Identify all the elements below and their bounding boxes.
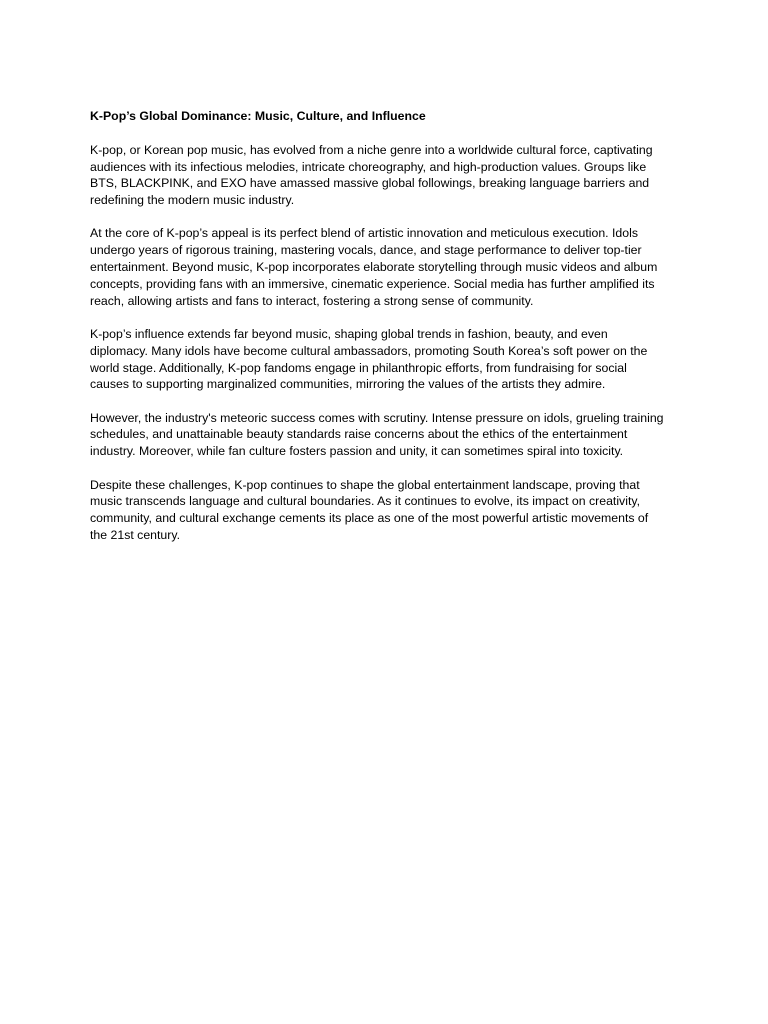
paragraph-line: world stage. Additionally, K-pop fandoms engage in philanthropic efforts, from fundraising for social xyxy=(90,360,627,375)
paragraph-line: community, and cultural exchange cements its place as one of the most powerful artistic movements of xyxy=(90,511,649,526)
paragraph-line: K-pop’s influence extends far beyond music, shaping global trends in fashion, beauty, and even xyxy=(90,326,608,341)
paragraph-line: music transcends language and cultural boundaries. As it continues to evolve, its impact on creativity, xyxy=(90,494,641,509)
paragraph-line: causes to supporting marginalized communities, mirroring the values of the artists they admire. xyxy=(90,377,606,392)
paragraph-line: K-pop, or Korean pop music, has evolved from a niche genre into a worldwide cultural force, captivating xyxy=(90,142,653,157)
paragraph-line: BTS, BLACKPINK, and EXO have amassed massive global followings, breaking language barriers and xyxy=(90,176,650,191)
document-title: K-Pop’s Global Dominance: Music, Culture, and Influence xyxy=(90,109,426,123)
paragraph-line: redefining the modern music industry. xyxy=(90,193,295,208)
paragraph-line: concepts, providing fans with an immersive, cinematic experience. Social media has further amplified its xyxy=(90,276,655,291)
paragraph-line: reach, allowing artists and fans to interact, fostering a strong sense of community. xyxy=(90,293,534,308)
paragraph-3 xyxy=(90,326,680,393)
paragraph-line: audiences with its infectious melodies, intricate choreography, and high-production values. Groups like xyxy=(90,159,647,174)
paragraph-4 xyxy=(90,410,680,460)
paragraph-line: Despite these challenges, K-pop continues to shape the global entertainment landscape, proving that xyxy=(90,477,640,492)
paragraph-line: undergo years of rigorous training, mastering vocals, dance, and stage performance to deliver top-tier xyxy=(90,243,642,258)
paragraph-line: schedules, and unattainable beauty standards raise concerns about the ethics of the entertainment xyxy=(90,427,628,442)
paragraph-line: industry. Moreover, while fan culture fosters passion and unity, it can sometimes spiral into toxicity. xyxy=(90,444,624,459)
paragraph-line: entertainment. Beyond music, K-pop incorporates elaborate storytelling through music videos and album xyxy=(90,260,658,275)
paragraph-1 xyxy=(90,142,680,209)
paragraph-line: diplomacy. Many idols have become cultural ambassadors, promoting South Korea’s soft power on the xyxy=(90,343,648,358)
paragraph-line: However, the industry's meteoric success comes with scrutiny. Intense pressure on idols, grueling training xyxy=(90,410,664,425)
paragraph-line: At the core of K-pop’s appeal is its perfect blend of artistic innovation and meticulous execution. Idols xyxy=(90,226,638,241)
paragraph-2 xyxy=(90,225,680,309)
paragraph-5 xyxy=(90,477,680,544)
paragraph-line: the 21st century. xyxy=(90,527,180,542)
